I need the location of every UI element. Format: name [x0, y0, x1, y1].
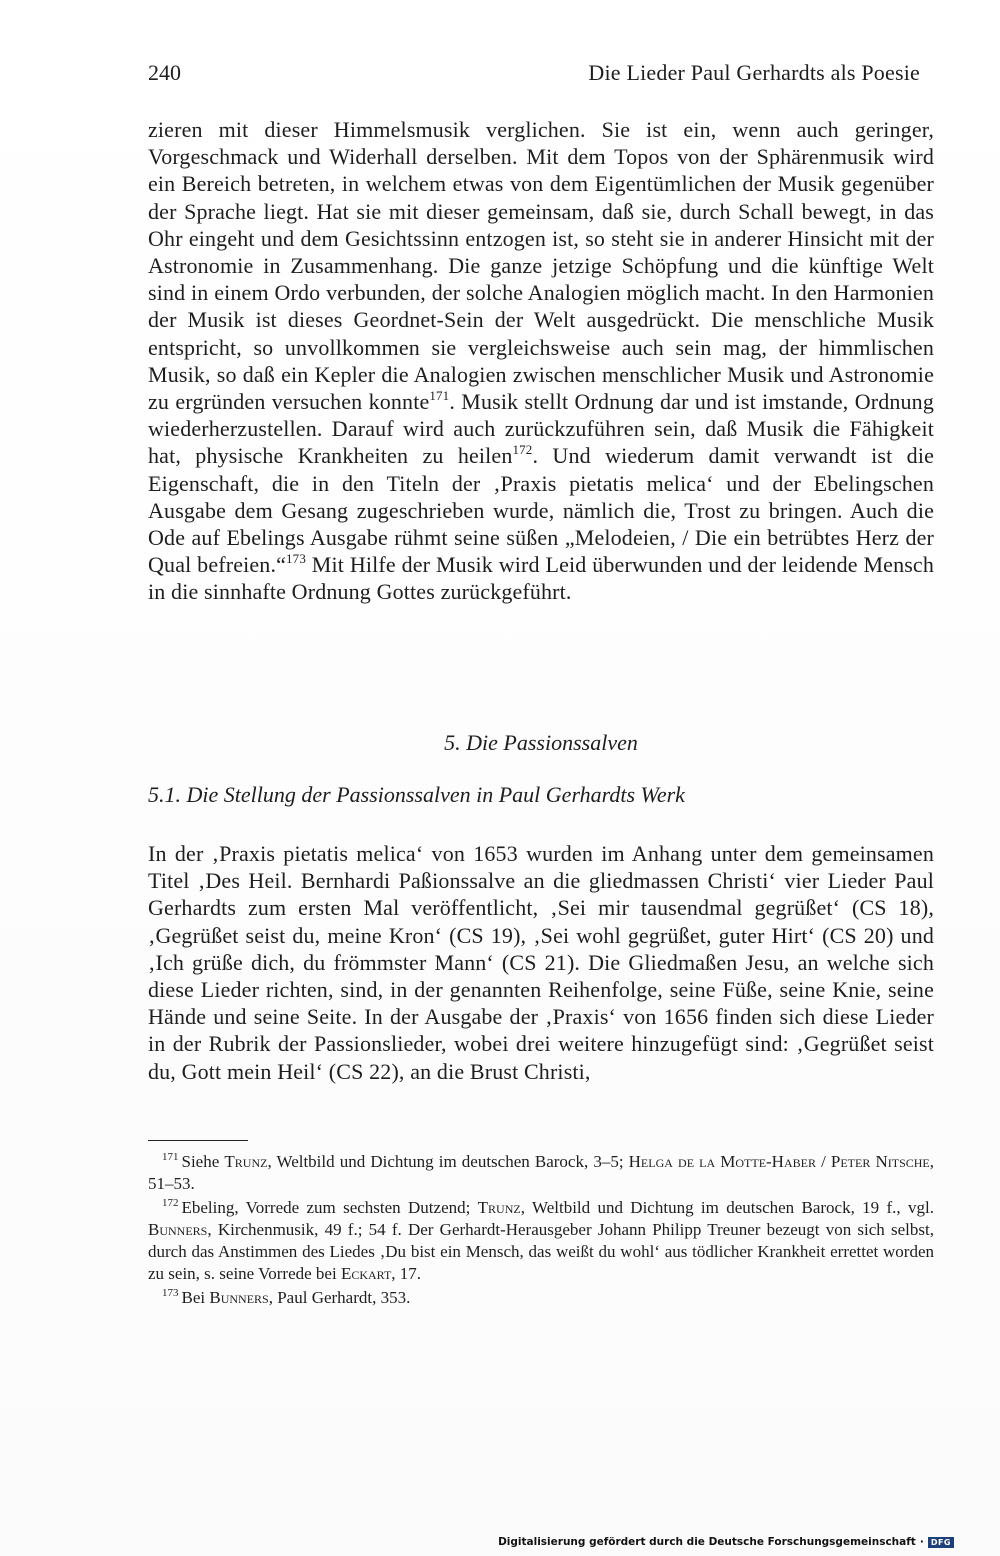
body-paragraph-1	[148, 116, 934, 606]
running-title: Die Lieder Paul Gerhardts als Poesie	[588, 60, 920, 85]
subsection-heading: 5.1. Die Stellung der Passionssalven in Paul Gerhardts Werk	[148, 782, 685, 807]
author-name: Bunners	[209, 1288, 269, 1307]
credit-separator: ·	[919, 1536, 924, 1548]
section-heading: 5. Die Passionssalven	[444, 730, 638, 755]
footnote-separator	[148, 1140, 248, 1141]
footnote-172: $^{172}$ Ebeling, Vorrede zum sechsten Dutzend; Trunz, Weltbild und Dichtung im deutschen Barock, 19 f., vgl. Bunners, Kirchenmusik, 49 f.; 54 f. Der Gerhardt-Herausgeber Johann Philipp Treuner bezeugt von sich selbst, durch das Anstimmen des Liedes ‚Du bist ein Mensch, das weißt du wohl‘ aus tödlicher Krankheit errettet worden zu sein, s. seine Vorrede bei Eckart, 17.	[148, 1197, 934, 1283]
running-header	[148, 56, 934, 90]
author-name: Trunz	[477, 1198, 521, 1217]
text-run: Mit Hilfe der Musik wird Leid überwunden und der leidende Mensch in die sinnhafte Ordnung Gottes zurückgeführt.	[148, 552, 934, 605]
footnote-number: 172	[162, 1197, 179, 1210]
footnote-171: $^{171}$ Siehe Trunz, Weltbild und Dichtung im deutschen Barock, 3–5; Helga de la Motte-Haber / Peter Nitsche, 51–53.	[148, 1151, 934, 1193]
footnote-ref-171[interactable]: 171	[429, 387, 450, 403]
text-run: . Musik stellt Ordnung dar und ist imstande, Ordnung wiederherzustellen. Darauf wird auch zurückzuführen sein, daß Musik die Fähigkeit hat, physische Krankheiten zu heilen	[148, 389, 934, 469]
dfg-logo-icon: DFG	[928, 1537, 954, 1548]
digitization-credit	[498, 1536, 954, 1548]
text-run: . Und wiederum damit verwandt ist die Eigenschaft, die in den Titeln der ‚Praxis pietatis melica‘ und der Ebelingschen Ausgabe dem Gesang zugeschrieben wurde, nämlich die, Trost zu bringen. Auch die Ode auf Ebelings Ausgabe rühmt seine süßen „Melodeien, / Die ein betrübtes Herz der Qual befreien.“	[148, 443, 934, 578]
footnote-number: 171	[162, 1151, 179, 1164]
author-name: Bunners	[148, 1220, 208, 1239]
author-name: Eckart	[340, 1264, 392, 1283]
footnote-173: $^{173}$ Bei Bunners, Paul Gerhardt, 353.	[162, 1287, 411, 1307]
author-name: Trunz	[224, 1152, 268, 1171]
footnote-ref-172[interactable]: 172	[512, 442, 533, 458]
footnote-ref-173[interactable]: 173	[286, 550, 306, 566]
page-number: 240	[148, 60, 181, 85]
footnote-number: 173	[162, 1287, 179, 1300]
credit-text: Digitalisierung gefördert durch die Deutsche Forschungsgemeinschaft	[498, 1536, 916, 1548]
footnotes	[148, 1151, 934, 1311]
paragraph-text: In der ‚Praxis pietatis melica‘ von 1653 wurden im Anhang unter dem gemeinsamen Titel ‚Des Heil. Bernhardi Paßionssalve an die gliedmassen Christi‘ vier Lieder Paul Gerhardts zum ersten Mal veröffentlicht, ‚Sei mir tausendmal gegrüßet‘ (CS 18), ‚Gegrüßet seist du, meine Kron‘ (CS 19), ‚Sei wohl gegrüßet, guter Hirt‘ (CS 20) und ‚Ich grüße dich, du frömmster Mann‘ (CS 21). Die Gliedmaßen Jesu, an welche sich diese Lieder richten, sind, in der genannten Reihenfolge, seine Füße, seine Knie, seine Hände und seine Seite. In der Ausgabe der ‚Praxis‘ von 1656 finden sich diese Lieder in der Rubrik der Passionslieder, wobei drei weitere hinzugefügt sind: ‚Gegrüßet seist du, Gott mein Heil‘ (CS 22), an die Brust Christi,	[148, 841, 934, 1084]
author-name: Helga de la Motte-Haber / Peter Nitsche	[628, 1152, 930, 1171]
body-paragraph-2	[148, 840, 934, 1085]
text-run: zieren mit dieser Himmelsmusik verglichen. Sie ist ein, wenn auch geringer, Vorgeschmack und Widerhall derselben. Mit dem Topos von der Sphärenmusik wird ein Bereich betreten, in welchem etwas von dem Eigentümlichen der Musik gegenüber der Sprache liegt. Hat sie mit dieser gemeinsam, daß sie, durch Schall bewegt, in das Ohr eingeht und dem Gesichtssinn entzogen ist, so steht sie in anderer Hinsicht mit der Astronomie in Zusammenhang. Die ganze jetzige Schöpfung und die künftige Welt sind in einem Ordo verbunden, der solche Analogien möglich macht. In den Harmonien der Musik ist dieses Geordnet-Sein der Welt ausgedrückt. Die menschliche Musik entspricht, so unvollkommen sie vergleichsweise auch sein mag, der himmlischen Musik, so daß ein Kepler die Analogien zwischen menschlicher Musik und Astronomie zu ergründen versuchen konnte	[148, 117, 934, 415]
